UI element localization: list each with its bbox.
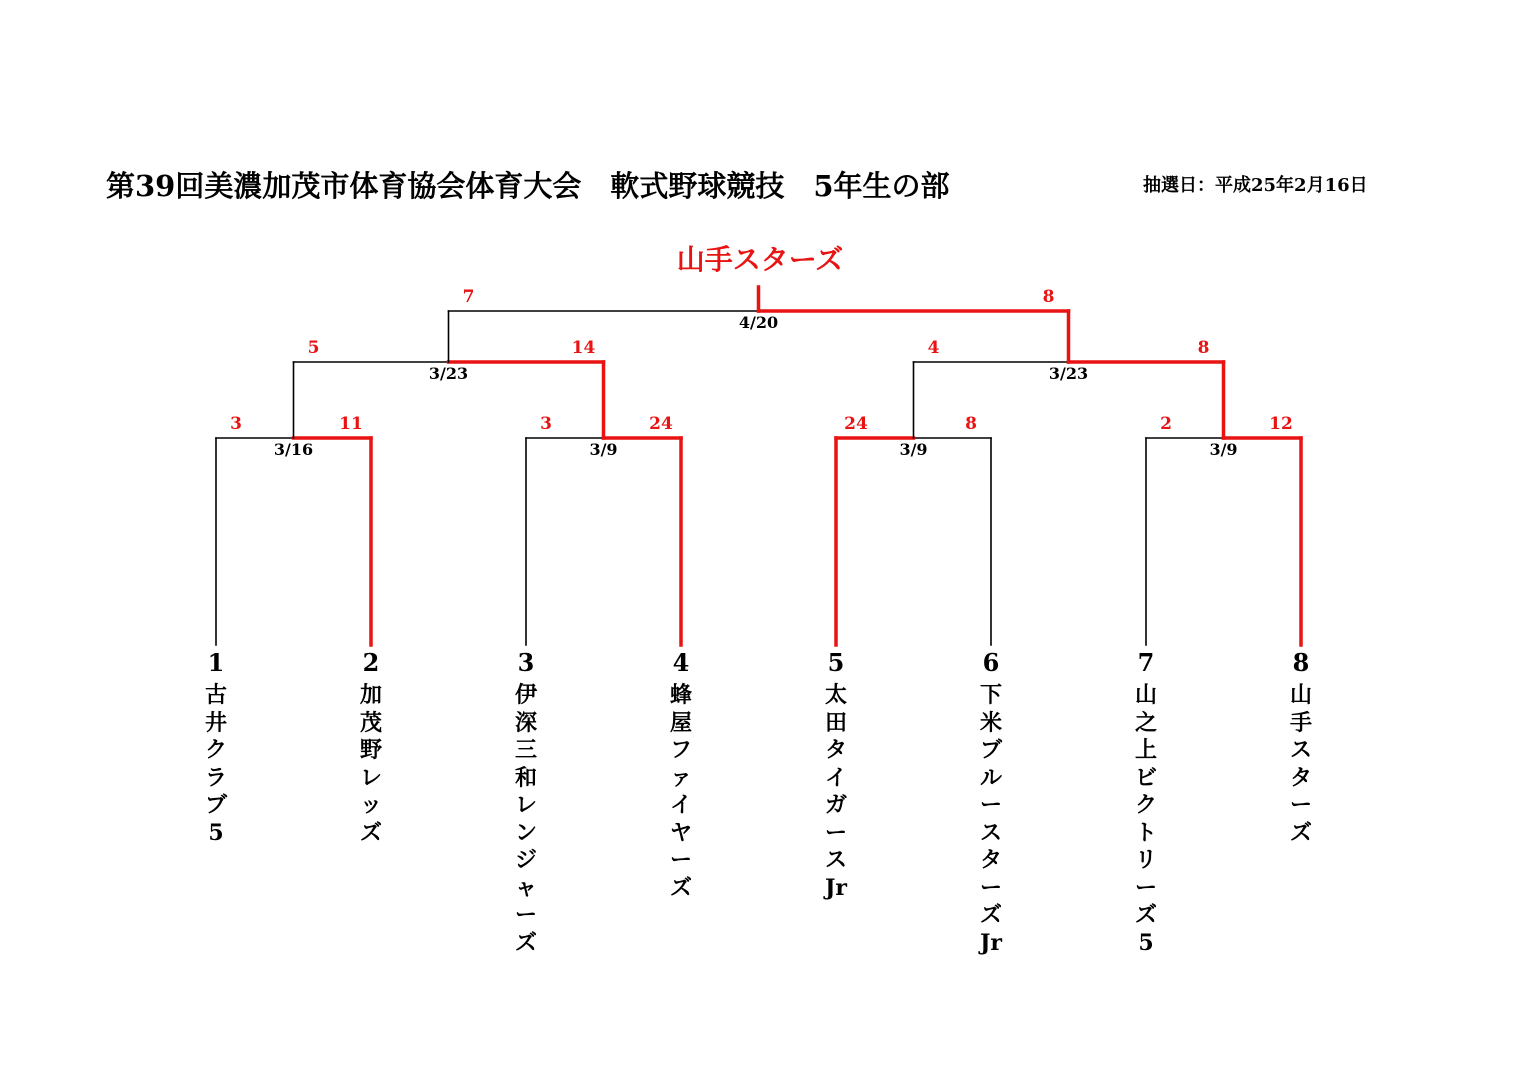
round1-match-1-score-left: 3 (230, 414, 242, 434)
team-seed-7: 7 (1137, 648, 1155, 677)
round1-match-3-score-left: 24 (844, 414, 868, 434)
round1-match-1-score-right: 11 (339, 414, 363, 434)
round1-match-4-score-right: 12 (1269, 414, 1293, 434)
team-name-1: 古井クラブ5 (204, 682, 227, 846)
final-match-date: 4/20 (738, 313, 779, 332)
round1-match-3-date: 3/9 (899, 440, 928, 459)
page-title: 第39回美濃加茂市体育協会体育大会 軟式野球競技 5年生の部 (106, 169, 950, 203)
team-name-4: 蜂屋ファイヤーズ (669, 682, 692, 901)
round1-match-1-date: 3/16 (273, 440, 314, 459)
round1-match-2-score-right: 24 (649, 414, 673, 434)
team-seed-6: 6 (982, 648, 1000, 677)
team-seed-4: 4 (672, 648, 690, 677)
semifinal-match-2-score-left: 4 (927, 338, 940, 358)
team-seed-1: 1 (207, 648, 225, 677)
semifinal-match-2-score-right: 8 (1197, 338, 1210, 358)
round1-match-4-date: 3/9 (1209, 440, 1238, 459)
team-seed-3: 3 (517, 648, 535, 677)
team-name-6: 下米ブルースターズJr (979, 682, 1002, 956)
champion-name: 山手スターズ (676, 243, 844, 276)
round1-match-4-score-left: 2 (1160, 414, 1172, 434)
final-match-score-right: 8 (1042, 287, 1055, 307)
team-name-8: 山手スターズ (1289, 682, 1312, 846)
team-seed-8: 8 (1292, 648, 1310, 677)
round1-match-3-score-right: 8 (965, 414, 977, 434)
team-seed-2: 2 (362, 648, 380, 677)
team-name-5: 太田タイガースJr (824, 682, 847, 901)
team-name-3: 伊深三和レンジャーズ (514, 682, 537, 956)
draw-date: 抽選日：平成25年2月16日 (1143, 175, 1368, 196)
round1-match-2-score-left: 3 (540, 414, 552, 434)
round1-match-2-date: 3/9 (589, 440, 618, 459)
semifinal-match-1-score-right: 14 (571, 338, 596, 358)
team-name-2: 加茂野レッズ (359, 682, 382, 846)
semifinal-match-2-date: 3/23 (1048, 364, 1089, 383)
team-name-7: 山之上ビクトリーズ5 (1134, 682, 1157, 956)
final-match-score-left: 7 (462, 287, 475, 307)
semifinal-match-1-date: 3/23 (428, 364, 469, 383)
team-seed-5: 5 (827, 648, 845, 677)
semifinal-match-1-score-left: 5 (307, 338, 320, 358)
